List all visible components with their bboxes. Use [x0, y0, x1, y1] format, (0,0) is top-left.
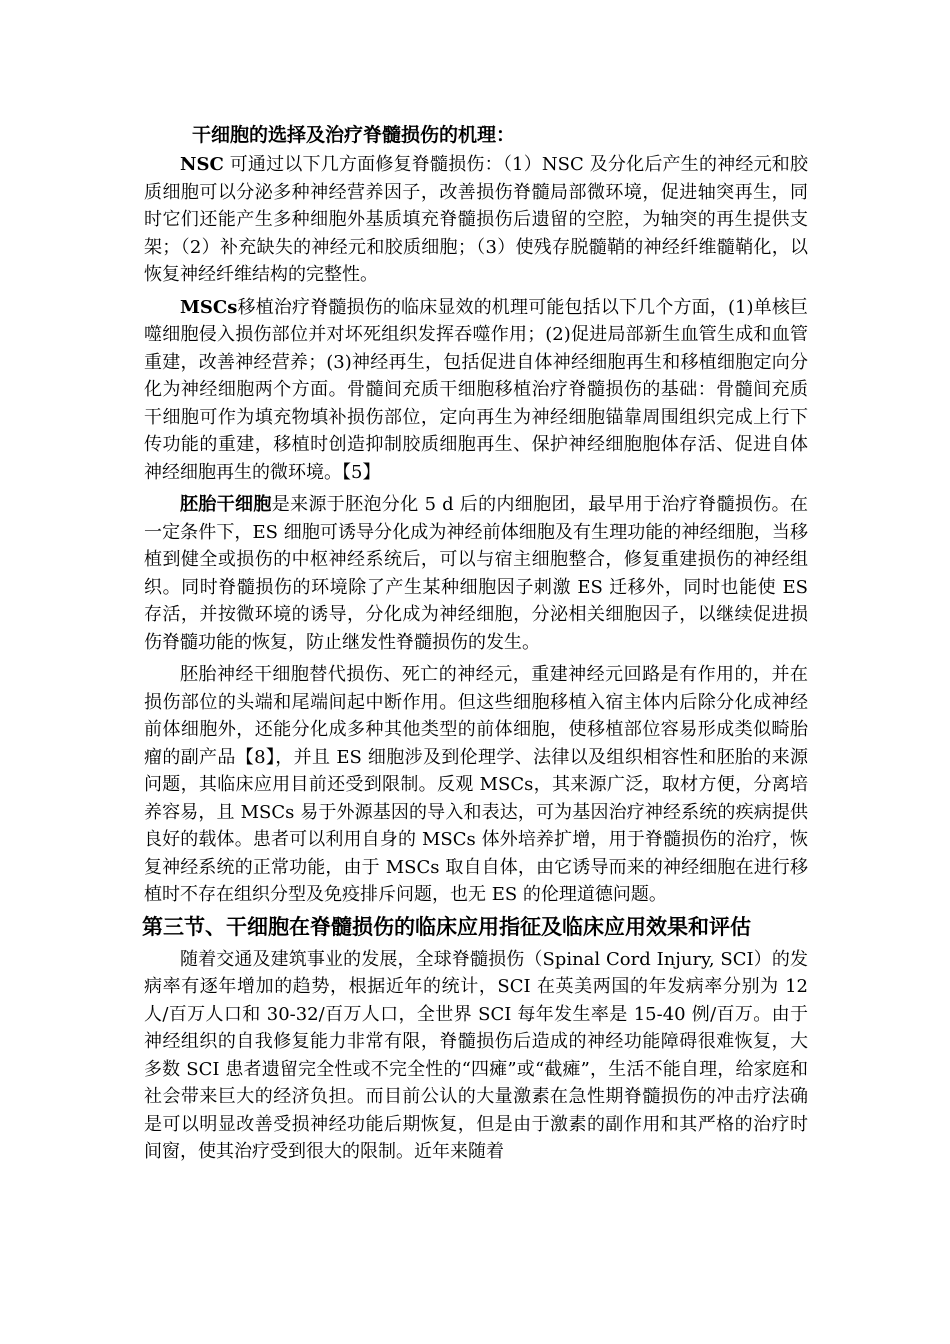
- paragraph-lead: NSC: [180, 154, 224, 175]
- paragraph-text: 移植治疗脊髓损伤的临床显效的机理可能包括以下几个方面，(1)单核巨噬细胞侵入损伤部位并对坏死组织发挥吞噬作用；(2)促进局部新生血管生成和血管重建，改善神经营养；(3)神经再生，包括促进自体神经细胞再生和移植细胞定向分化为神经细胞两个方面。骨髓间充质干细胞移植治疗脊髓损伤的基础：骨髓间充质干细胞可作为填充物填补损伤部位，定向再生为神经细胞锚靠周围组织完成上行下传功能的重建，移植时创造抑制胶质细胞再生、保护神经细胞胞体存活、促进自体神经细胞再生的微环境。【5】: [144, 296, 808, 483]
- paragraph-text: 胚胎神经干细胞替代损伤、死亡的神经元，重建神经元回路是有作用的，并在损伤部位的头端和尾端间起中断作用。但这些细胞移植入宿主体内后除分化成神经前体细胞外，还能分化成多种其他类型的前体细胞，使移植部位容易形成类似畸胎瘤的副产品【8】，并且 ES 细胞涉及到伦理学、法律以及组织相容性和胚胎的来源问题，其临床应用目前还受到限制。反观 MSCs，其来源广泛，取材方便，分离培养容易，且 MSCs 易于外源基因的导入和表达，可为基因治疗神经系统的疾病提供良好的载体。患者可以利用自身的 MSCs 体外培养扩增，用于脊髓损伤的治疗，恢复神经系统的正常功能，由于 MSCs 取自自体，由它诱导而来的神经细胞在进行移植时不存在组织分型及免疫排斥问题，也无 ES 的伦理道德问题。: [144, 664, 808, 905]
- paragraph-text: 可通过以下几方面修复脊髓损伤：（1）NSC 及分化后产生的神经元和胶质细胞可以分泌多种神经营养因子，改善损伤脊髓局部微环境，促进轴突再生，同时它们还能产生多种细胞外基质填充脊髓损伤后遗留的空腔，为轴突的再生提供支架；（2）补充缺失的神经元和胶质细胞；（3）使残存脱髓鞘的神经纤维髓鞘化，以恢复神经纤维结构的完整性。: [144, 154, 808, 285]
- document-body: [144, 122, 808, 1171]
- section-heading: 第三节、干细胞在脊髓损伤的临床应用指征及临床应用效果和评估: [142, 914, 751, 939]
- paragraph-es: [144, 491, 808, 656]
- paragraph-nsc: [144, 151, 808, 289]
- paragraph-text: 是来源于胚泡分化 5 d 后的内细胞团，最早用于治疗脊髓损伤。在一定条件下，ES 细胞可诱导分化成为神经前体细胞及有生理功能的神经细胞，当移植到健全或损伤的中枢神经系统后，可以与宿主细胞整合，修复重建损伤的神经组织。同时脊髓损伤的环境除了产生某种细胞因子刺激 ES 迁移外，同时也能使 ES 存活，并按微环境的诱导，分化成为神经细胞，分泌相关细胞因子，以继续促进损伤脊髓功能的恢复，防止继发性脊髓损伤的发生。: [144, 494, 809, 653]
- paragraph-comparison: [144, 661, 808, 909]
- subheading: 干细胞的选择及治疗脊髓损伤的机理：: [192, 124, 516, 146]
- paragraph-lead: MSCs: [180, 296, 238, 318]
- paragraph-intro: 随着交通及建筑事业的发展，全球脊髓损伤（Spinal Cord Injury, SCI）的发病率有逐年增加的趋势，根据近年的统计，SCI 在英美两国的年发病率分别为 12 人/百万人口和 30-32/百万人口，全世界 SCI 每年发生率是 15-40 例/百万。由于神经组织的自我修复能力非常有限，脊髓损伤后造成的神经功能障碍很难恢复，大多数 SCI 患者遗留完全性或不完全性的“四瘫”或“截瘫”，生活不能自理，给家庭和社会带来巨大的经济负担。而目前公认的大量激素在急性期脊髓损伤的冲击疗法确是可以明显改善受损神经功能后期恢复，但是由于激素的副作用和其严格的治疗时间窗，使其治疗受到很大的限制。近年来随着: [144, 948, 808, 1162]
- paragraph-mscs: [144, 294, 808, 487]
- paragraph-lead: 胚胎干细胞: [180, 494, 272, 515]
